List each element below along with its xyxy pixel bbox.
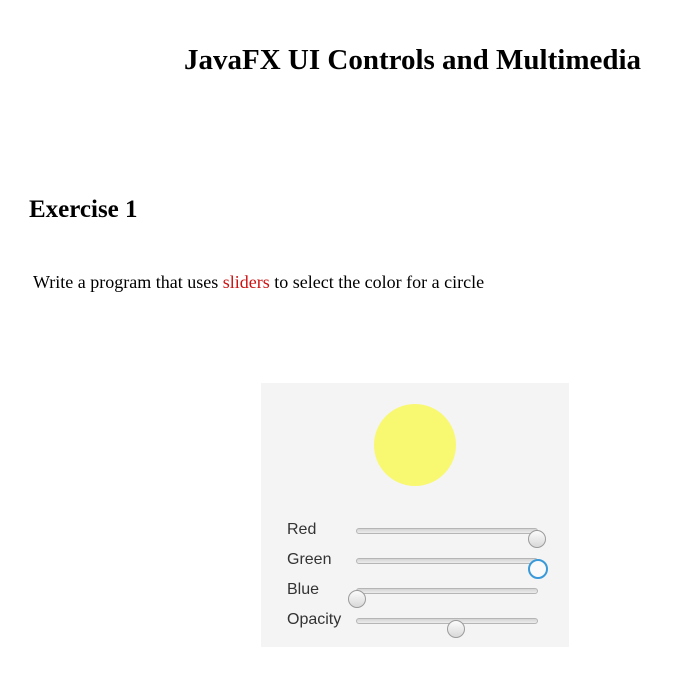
task-text-after: to select the color for a circle	[269, 272, 485, 292]
slider-row-red	[261, 519, 569, 543]
red-label: Red	[287, 521, 317, 538]
green-slider-thumb[interactable]	[528, 559, 548, 579]
blue-slider-track[interactable]	[356, 588, 538, 594]
blue-slider-thumb[interactable]	[348, 590, 366, 608]
slider-row-green	[261, 549, 569, 573]
slider-row-opacity	[261, 609, 569, 633]
task-description	[33, 272, 484, 293]
green-label: Green	[287, 551, 332, 568]
task-text-before: Write a program that uses	[33, 272, 223, 292]
color-circle	[374, 404, 456, 486]
blue-label: Blue	[287, 581, 320, 598]
red-slider-track[interactable]	[356, 528, 538, 534]
opacity-slider-thumb[interactable]	[447, 620, 465, 638]
opacity-label: Opacity	[287, 611, 342, 628]
section-heading: Exercise 1	[29, 196, 138, 223]
green-slider-track[interactable]	[356, 558, 538, 564]
document-title: JavaFX UI Controls and Multimedia	[184, 44, 642, 76]
slider-row-blue	[261, 579, 569, 603]
opacity-slider-track[interactable]	[356, 618, 538, 624]
red-slider-thumb[interactable]	[528, 530, 546, 548]
color-picker-window	[261, 383, 569, 647]
task-highlight: sliders	[222, 272, 270, 292]
